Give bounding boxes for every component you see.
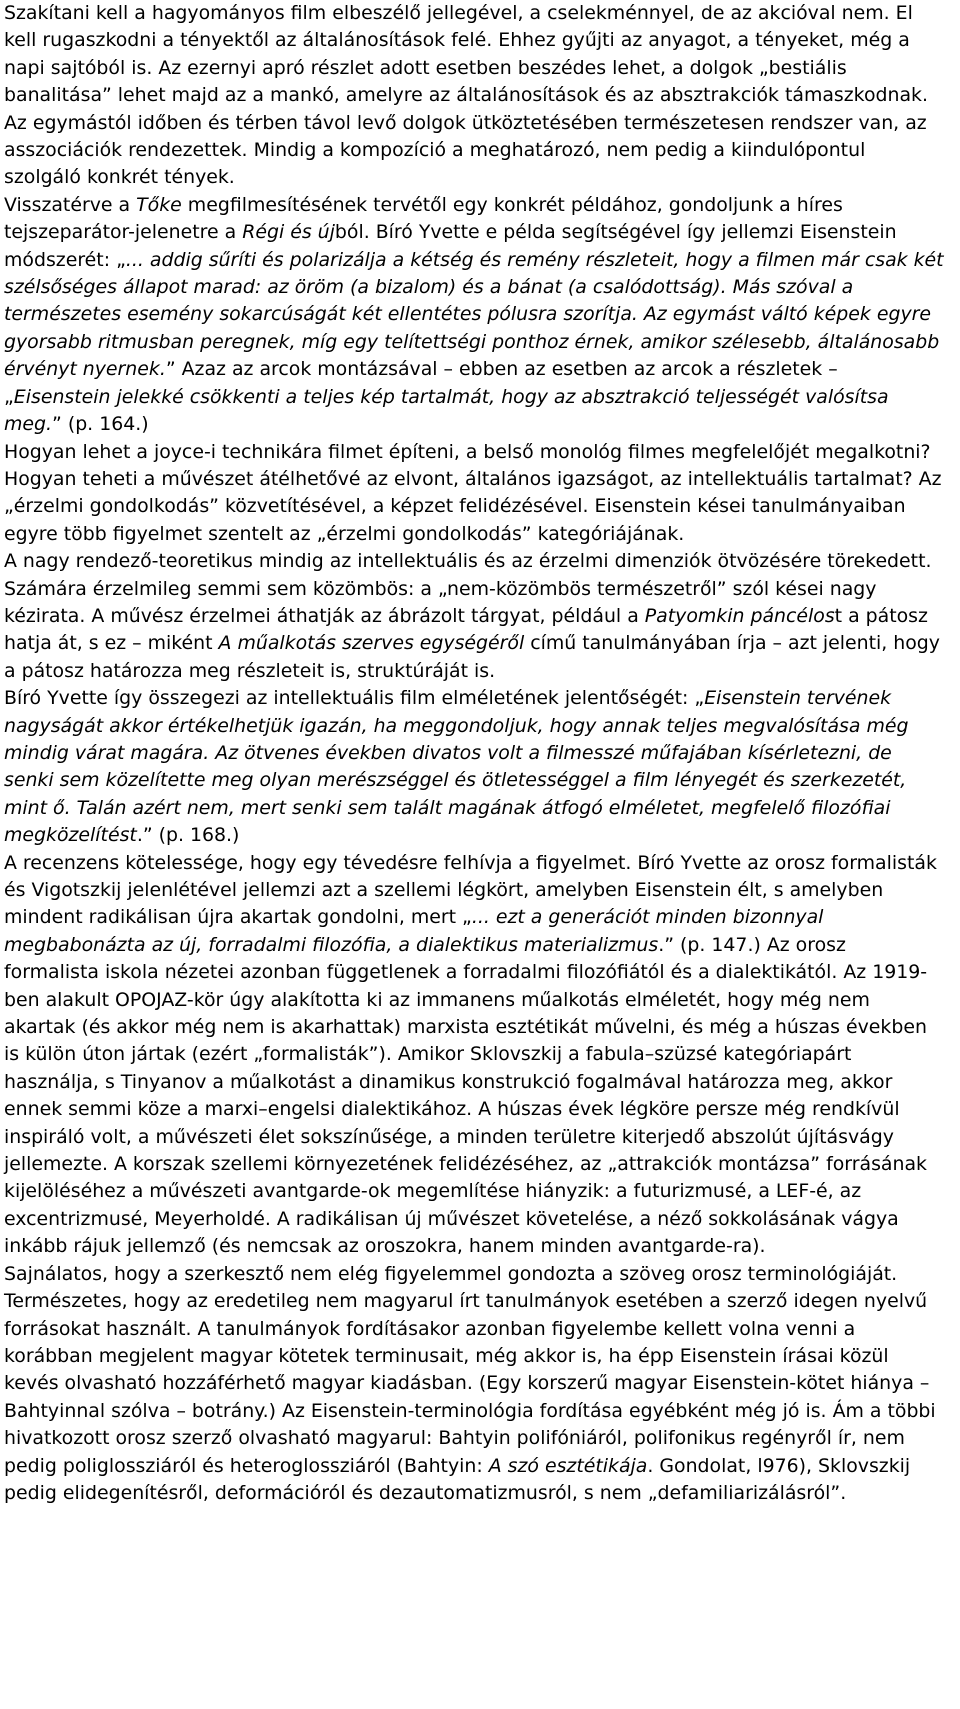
paragraph-formalists <box>4 850 944 1261</box>
paragraph-film-narrative <box>4 0 944 192</box>
italic-title: Régi és új <box>242 221 335 244</box>
paragraph-toke-example <box>4 192 944 439</box>
italic-title: Tőke <box>136 193 182 216</box>
body-text <box>4 0 944 1507</box>
italic-quote: ... addig sűríti és polarizálja a kétség és remény részleteit, hogy a filmen már csak két szélsőséges állapot marad: az öröm (a bizalom) és a bánat (a csalódottság). Más szóval a természetes esemény sokarcúságát két ellentétes pólusra szorítja. Az egymást váltó képek egyre gyorsabb ritmusban peregnek, míg egy telítettségi ponthoz érnek, amikor szélesebb, általánosabb érvényt nyernek. <box>4 248 944 381</box>
paragraph-text: .” (p. 168.) <box>136 824 240 847</box>
paragraph-text: .” (p. 147.) Az orosz formalista iskola nézetei azonban függetlenek a forradalmi filozófiától és a dialektikától. Az 1919-ben alakult OPOJAZ-kör úgy alakította ki az immanens műalkotás elméletét, hogy még nem akartak (és akkor még nem is akarhattak) marxista esztétikát művelni, és még a húszas években is külön úton jártak (ezért „formalisták”). Amikor Sklovszkij a fabula–szüzsé kategóriapárt használja, s Tinyanov a műalkotást a dinamikus konstrukció fogalmával határozza meg, akkor ennek semmi köze a marxi–engelsi dialektikához. A húszas évek légköre persze még rendkívül inspiráló volt, a művészeti élet sokszínűsége, a minden területre kiterjedő abszolút újításvágy jellemezte. A korszak szellemi környezetének felidézéséhez, az „attrakciók montázsa” forrásának kijelöléséhez a művészeti avantgarde-ok megemlítése hiányzik: a futurizmusé, a LEF-é, az excentrizmusé, Meyerholdé. A radikálisan új művészet követelése, a néző sokkolásának vágya inkább rájuk jellemző (és nemcsak az oroszokra, hanem minden avantgarde-ra). <box>4 933 928 1258</box>
paragraph-text: Hogyan lehet a joyce-i technikára filmet építeni, a belső monológ filmes megfelelőjét megalkotni? Hogyan teheti a művészet átélhetővé az elvont, általános igazságot, az intellektuális tartalmat? Az „érzelmi gondolkodás” közvetítésével, a képzet felidézésével. Eisenstein kései tanulmányaiban egyre több figyelmet szentelt az „érzelmi gondolkodás” kategóriájának. <box>4 440 942 545</box>
paragraph-text: . Gondolat, l976), Sklovszkij pedig elidegenítésről, deformációról és dezautomatizmusról, s nem „defamiliarizálásról”. <box>4 1454 911 1504</box>
paragraph-terminology <box>4 1261 944 1508</box>
paragraph-text: Szakítani kell a hagyományos film elbeszélő jellegével, a cselekménnyel, de az akcióval nem. El kell rugaszkodni a tényektől az általánosítások felé. Ehhez gyűjti az anyagot, a tényeket, még a napi sajtóból is. Az ezernyi apró részlet adott esetben beszédes lehet, a dolgok „bestiális banalitása” lehet majd az a mankó, amelyre az általánosítások és az absztrakciók támaszkodnak. Az egymástól időben és térben távol levő dolgok ütköztetésében természetesen rendszer van, az asszociációk rendezettek. Mindig a kompozíció a meghatározó, nem pedig a kiindulópontul szolgáló konkrét tények. <box>4 2 928 189</box>
italic-title: A szó esztétikája <box>488 1454 648 1477</box>
italic-title: A műalkotás szerves egységéről <box>218 632 525 655</box>
paragraph-text: ” (p. 164.) <box>52 413 149 436</box>
paragraph-intellectual-film <box>4 685 944 849</box>
italic-quote: ... ezt a generációt minden bizonnyal megbabonázta az új, forradalmi filozófia, a dialektikus materializmus <box>4 906 824 956</box>
paragraph-text: A nagy rendező-teoretikus mindig az intellektuális és az érzelmi dimenziók ötvözésére törekedett. Számára érzelmileg semmi sem közömbös: a „nem-közömbös természetről” szól kései nagy kézirata. A művész érzelmei áthatják az ábrázolt tárgyat, például a <box>4 550 932 627</box>
paragraph-text: megfilmesítésének tervétől egy konkrét példához, gondoljunk a híres tejszeparátor-jelenetre a <box>4 193 843 244</box>
paragraph-text: Bíró Yvette így összegezi az intellektuális film elméletének jelentőségét: „ <box>4 687 705 710</box>
paragraph-emotional-dimension <box>4 548 944 685</box>
italic-title: Patyomkin páncélos <box>644 604 835 627</box>
paragraph-joyce-technique <box>4 439 944 549</box>
paragraph-text: című tanulmányában írja – azt jelenti, hogy a pátosz határozza meg részleteit is, struktúráját is. <box>4 632 940 682</box>
italic-quote: Eisenstein jelekké csökkenti a teljes kép tartalmát, hogy az absztrakció teljességét valósítsa meg. <box>4 385 889 436</box>
paragraph-text: t a pátosz hatja át, s ez – miként <box>4 604 928 655</box>
paragraph-text: Visszatérve a <box>4 193 137 216</box>
paragraph-text: ból. Bíró Yvette e példa segítségével így jellemzi Eisenstein módszerét: „ <box>4 221 897 271</box>
paragraph-text: ” Azaz az arcok montázsával – ebben az esetben az arcok a részletek – „ <box>4 358 838 408</box>
paragraph-text: A recenzens kötelessége, hogy egy tévedésre felhívja a figyelmet. Bíró Yvette az orosz formalisták és Vigotszkij jelenlétével jellemzi azt a szellemi légkört, amelyben Eisenstein élt, s amelyben mindent radikálisan újra akartak gondolni, mert „ <box>4 851 937 929</box>
paragraph-text: Sajnálatos, hogy a szerkesztő nem elég figyelemmel gondozta a szöveg orosz terminológiáját. Természetes, hogy az eredetileg nem magyarul írt tanulmányok esetében a szerző idegen nyelvű forrásokat használt. A tanulmányok fordításakor azonban figyelembe kellett volna venni a korábban megjelent magyar kötetek terminusait, még akkor is, ha épp Eisenstein írásai közül kevés olvasható hozzáférhető magyar kiadásban. (Egy korszerű magyar Eisenstein-kötet hiánya – Bahtyinnal szólva – botrány.) Az Eisenstein-terminológia fordítása egyébként még jó is. Ám a többi hivatkozott orosz szerző olvasható magyarul: Bahtyin polifóniáról, polifonikus regényről ír, nem pedig poliglossziáról és heteroglossziáról (Bahtyin: <box>4 1262 936 1477</box>
italic-quote: Eisenstein tervének nagyságát akkor értékelhetjük igazán, ha meggondoljuk, hogy annak teljes megvalósítása még mindig várat magára. Az ötvenes években divatos volt a filmesszé műfajában kísérletezni, de senki sem közelítette meg olyan merészséggel és ötletességgel a film lényegét és szerkezetét, mint ő. Talán azért nem, mert senki sem talált magának átfogó elméletet, megfelelő filozófiai megközelítést <box>4 687 909 847</box>
